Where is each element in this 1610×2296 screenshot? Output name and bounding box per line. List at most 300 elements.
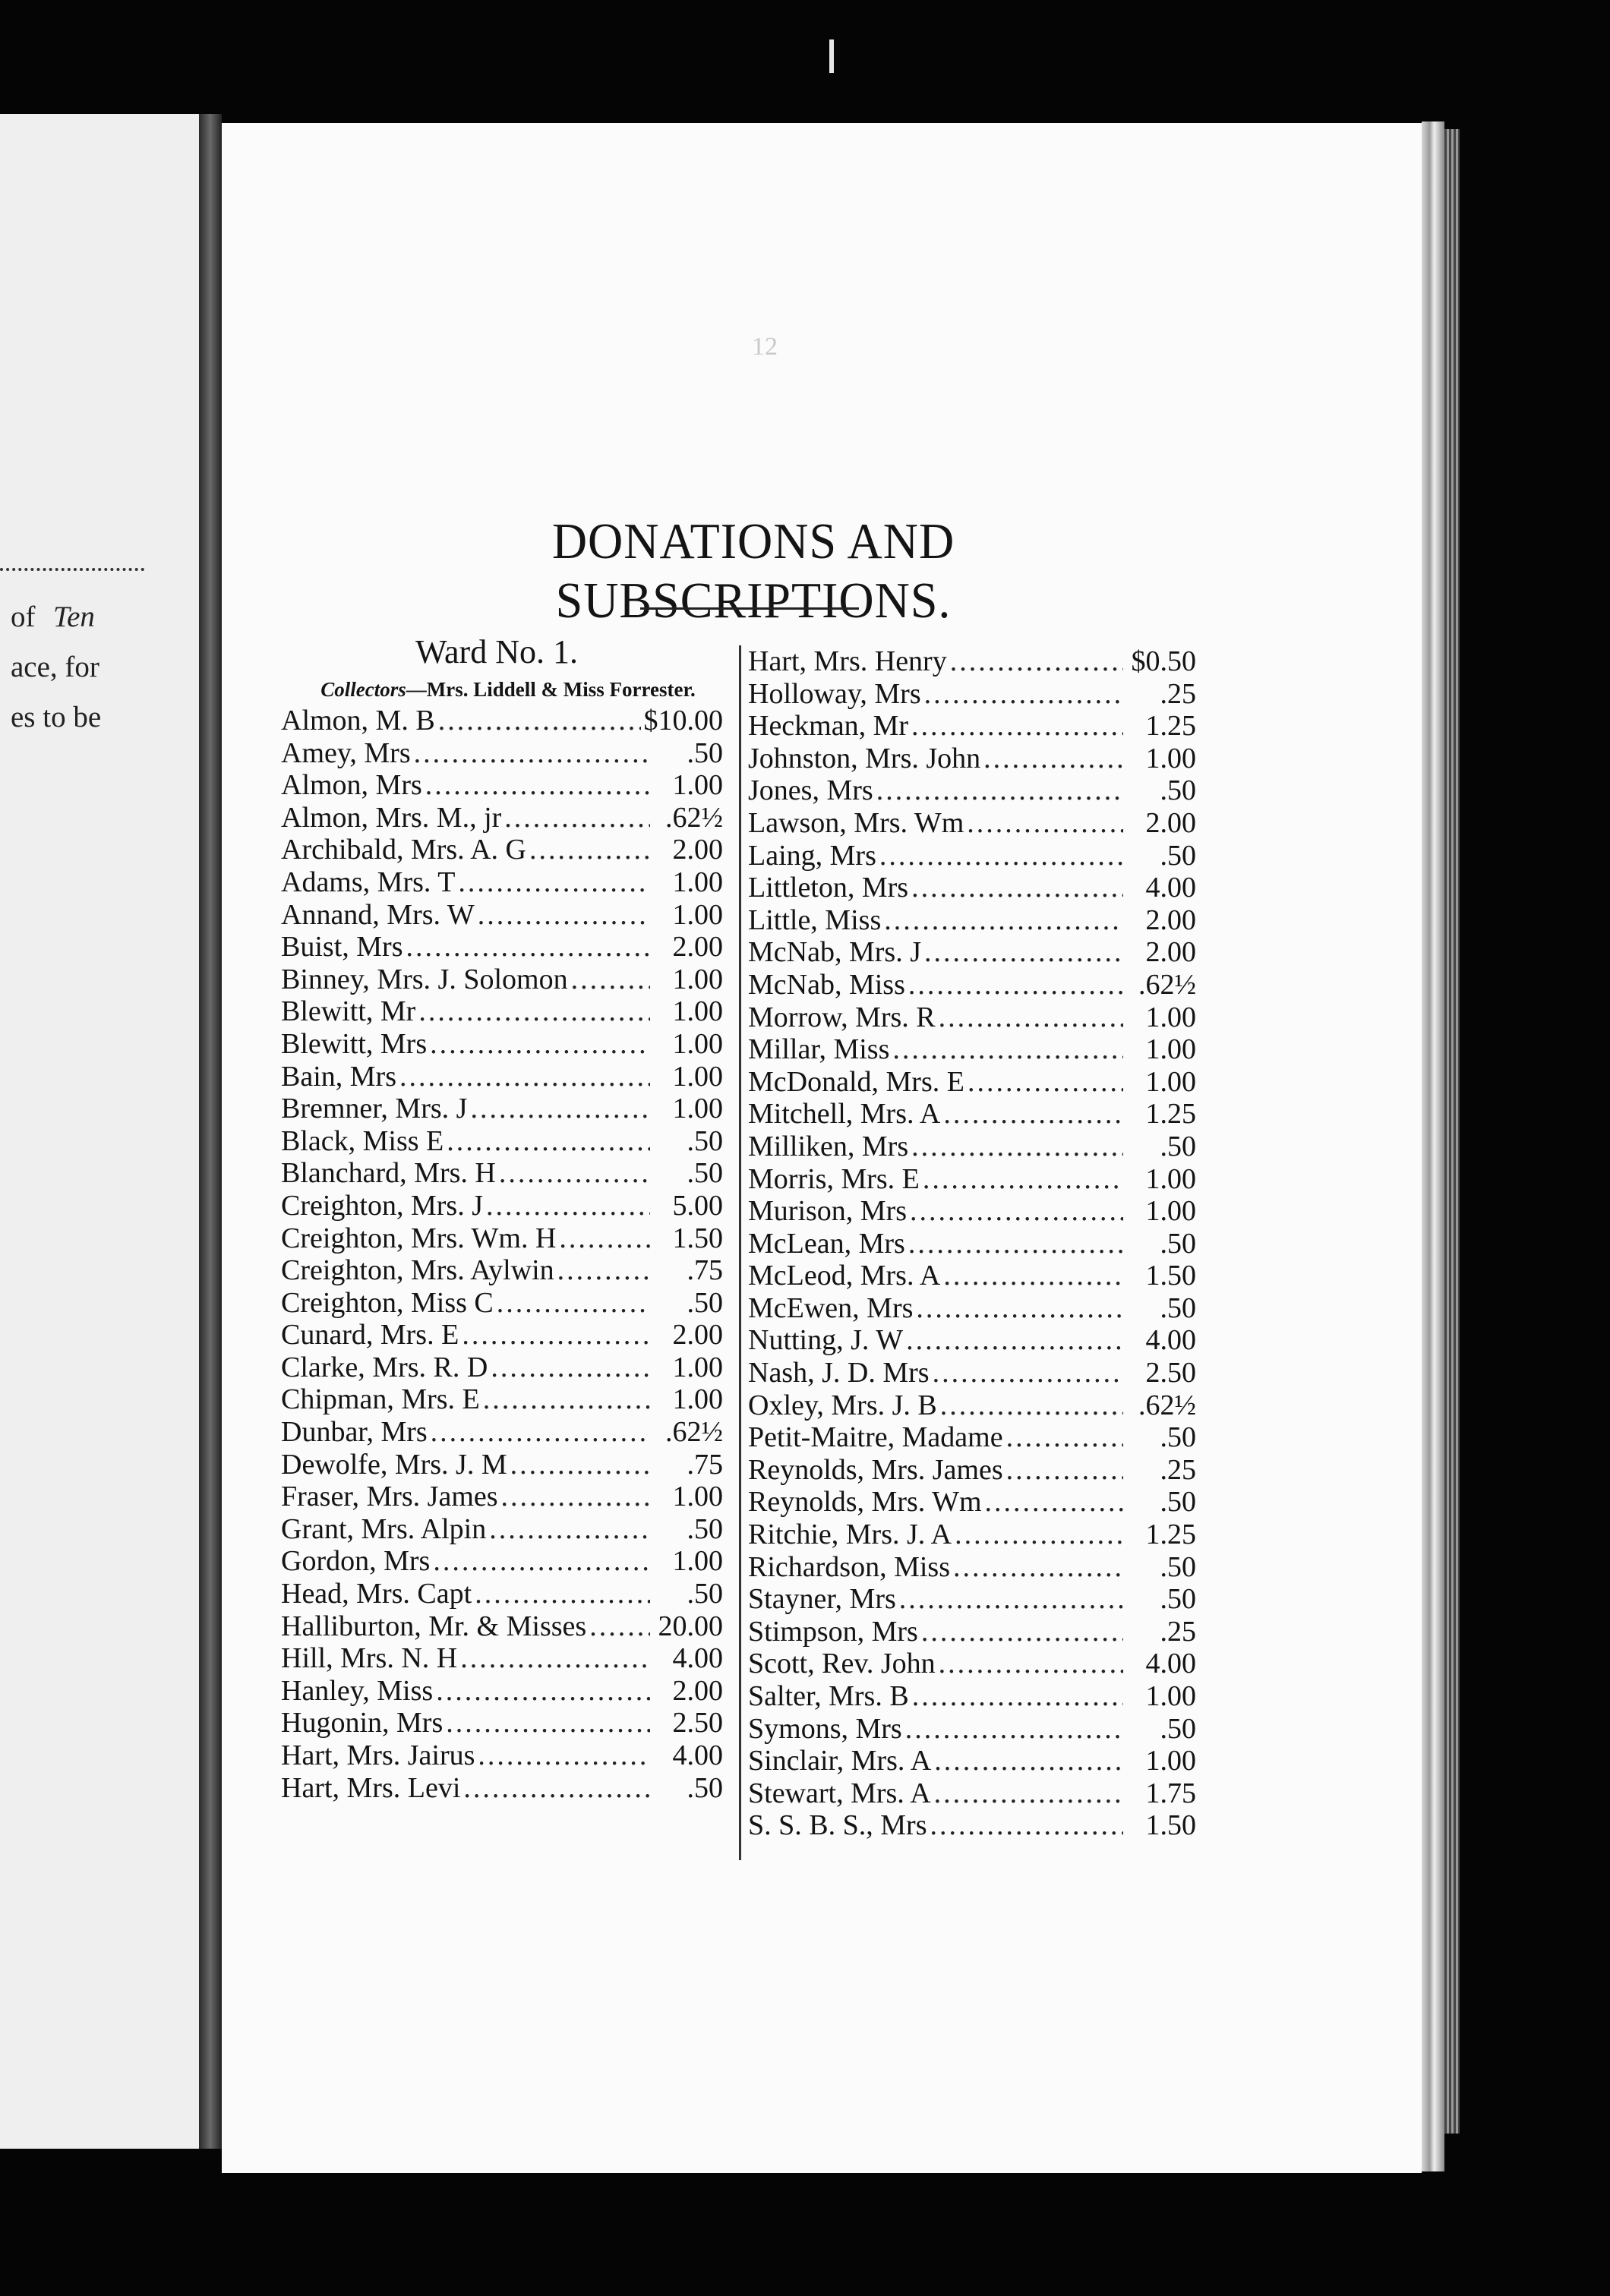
left-page-fragment: ace, for [11, 651, 99, 683]
donor-entry [748, 678, 1196, 711]
dot-leader [943, 1098, 1123, 1131]
donor-name: Blewitt, Mrs [281, 1027, 428, 1060]
donor-entry [748, 1745, 1196, 1777]
donor-entry [281, 1351, 723, 1384]
donor-name: Almon, Mrs [281, 769, 422, 802]
donation-amount: 2.00 [1145, 806, 1196, 839]
page-edge [1422, 121, 1444, 2171]
donor-entry [281, 737, 723, 770]
donation-amount: .50 [687, 1124, 723, 1157]
donor-entry [281, 1254, 723, 1287]
donor-name: Reynolds, Mrs. Wm [748, 1486, 982, 1519]
donation-amount: 2.00 [672, 1319, 723, 1351]
donation-amount: 2.00 [1145, 904, 1196, 936]
dot-leader [940, 1389, 1123, 1422]
dot-leader [955, 1519, 1123, 1551]
donor-entry [748, 1648, 1196, 1680]
donor-entry [281, 1222, 723, 1255]
donor-name: Holloway, Mrs [748, 677, 921, 710]
donor-entry [748, 1001, 1196, 1034]
page-number: 12 [752, 333, 778, 361]
donation-amount: 1.25 [1145, 710, 1196, 743]
donor-entry [748, 1033, 1196, 1066]
donor-name: Littleton, Mrs [748, 872, 909, 904]
donor-name: Bremner, Mrs. J [281, 1093, 468, 1125]
dot-leader [908, 969, 1123, 1001]
donation-amount: .50 [1160, 774, 1196, 807]
donor-name: Oxley, Mrs. J. B [748, 1389, 937, 1421]
dot-leader [985, 1486, 1123, 1519]
donor-name: Grant, Mrs. Alpin [281, 1512, 487, 1545]
dot-leader [916, 1292, 1123, 1325]
donor-entry [281, 995, 723, 1028]
donor-entry [748, 1486, 1196, 1519]
donor-name: Dunbar, Mrs [281, 1416, 428, 1449]
donor-name: McDonald, Mrs. E [748, 1065, 964, 1098]
dot-leader [899, 1583, 1123, 1616]
donor-name: Binney, Mrs. J. Solomon [281, 963, 568, 995]
dot-leader [589, 1610, 650, 1643]
dot-leader [876, 774, 1123, 807]
donor-name: Morris, Mrs. E [748, 1162, 920, 1195]
donor-name: Murison, Mrs [748, 1195, 908, 1228]
dot-leader [529, 834, 650, 866]
donation-amount: 1.00 [672, 1027, 723, 1060]
donation-amount: .75 [687, 1254, 723, 1287]
dot-leader [911, 1131, 1123, 1163]
donation-amount: 2.00 [672, 931, 723, 964]
donor-entry [281, 1319, 723, 1351]
donor-entry [748, 1066, 1196, 1099]
donation-amount: 4.00 [672, 1642, 723, 1675]
donor-entry [748, 1519, 1196, 1551]
donor-entry [748, 1195, 1196, 1228]
donor-name: Symons, Mrs [748, 1712, 902, 1745]
dot-leader [510, 1449, 650, 1481]
dot-leader [921, 1616, 1123, 1648]
dot-leader [491, 1351, 650, 1384]
donation-amount: 2.00 [1145, 936, 1196, 969]
donation-amount: 1.25 [1145, 1098, 1196, 1131]
donation-amount: 1.50 [1145, 1260, 1196, 1292]
donor-name: Petit-Maitre, Madame [748, 1421, 1003, 1454]
donation-amount: 4.00 [672, 1739, 723, 1771]
dot-leader [463, 1772, 650, 1805]
donor-entry [748, 1098, 1196, 1131]
donor-entry [281, 1190, 723, 1222]
dot-leader [967, 807, 1123, 840]
donor-name: McLeod, Mrs. A [748, 1260, 941, 1292]
dotted-rule [0, 568, 144, 571]
donor-name: Adams, Mrs. T [281, 866, 456, 898]
donation-amount: .50 [687, 1286, 723, 1319]
dot-leader [910, 1195, 1123, 1228]
donation-amount: .50 [1160, 1486, 1196, 1519]
dot-leader [953, 1551, 1123, 1584]
donor-entry [748, 1421, 1196, 1454]
donor-entry [281, 1610, 723, 1643]
donation-amount: 1.00 [1145, 1195, 1196, 1228]
dot-leader [939, 1648, 1123, 1680]
dot-leader [430, 1028, 650, 1061]
dot-leader [499, 1157, 650, 1190]
donation-amount: 1.00 [1145, 1001, 1196, 1033]
donation-amount: .50 [687, 1578, 723, 1610]
donor-name: Creighton, Mrs. J [281, 1189, 483, 1222]
dot-leader [908, 1228, 1123, 1260]
dot-leader [470, 1093, 650, 1125]
dot-leader [884, 904, 1123, 937]
donor-entry [281, 1449, 723, 1481]
donor-name: Gordon, Mrs [281, 1545, 431, 1578]
dot-leader [950, 645, 1123, 678]
donor-entry [281, 1772, 723, 1805]
dot-leader [414, 737, 650, 770]
donor-name: Salter, Mrs. B [748, 1680, 909, 1712]
donation-amount: 1.00 [1145, 1065, 1196, 1098]
donor-name: Ritchie, Mrs. J. A [748, 1519, 952, 1551]
donation-amount: 2.50 [672, 1707, 723, 1739]
dot-leader [934, 1745, 1123, 1777]
dot-leader [968, 1066, 1123, 1099]
dot-leader [557, 1254, 650, 1287]
dot-leader [906, 1324, 1123, 1357]
donor-name: Stimpson, Mrs [748, 1615, 918, 1648]
donation-amount: 1.25 [1145, 1519, 1196, 1551]
donor-list-left [270, 705, 723, 1804]
donor-entry [281, 1028, 723, 1061]
donation-amount: 1.00 [1145, 1162, 1196, 1195]
left-facing-page [0, 114, 199, 2149]
left-page-fragment: es to be [11, 701, 102, 733]
donor-name: Almon, Mrs. M., jr [281, 801, 502, 834]
donation-amount: 1.00 [672, 1351, 723, 1383]
donor-entry [748, 1324, 1196, 1357]
donor-entry [281, 1739, 723, 1772]
donation-amount: .62½ [665, 801, 723, 834]
donation-amount: 1.50 [672, 1222, 723, 1254]
donor-entry [281, 931, 723, 964]
dot-leader [939, 1001, 1123, 1034]
donor-name: Scott, Rev. John [748, 1648, 936, 1680]
donor-name: Blanchard, Mrs. H [281, 1157, 496, 1190]
donation-amount: 1.00 [1145, 1033, 1196, 1066]
donor-entry [748, 1131, 1196, 1163]
donor-entry [281, 1675, 723, 1708]
dot-leader [911, 872, 1123, 904]
donor-name: McNab, Miss [748, 968, 905, 1001]
donor-entry [281, 1707, 723, 1739]
donation-amount: $10.00 [643, 705, 723, 736]
page-stack-edge [1444, 129, 1460, 2134]
donation-amount: 1.00 [672, 1545, 723, 1578]
donor-name: Richardson, Miss [748, 1550, 950, 1583]
donor-entry [281, 964, 723, 996]
donor-entry [281, 802, 723, 834]
donor-name: McNab, Mrs. J [748, 936, 921, 969]
donor-name: Creighton, Mrs. Aylwin [281, 1254, 554, 1287]
donation-amount: 4.00 [1145, 1648, 1196, 1680]
donor-entry [748, 1260, 1196, 1292]
donor-name: Nash, J. D. Mrs [748, 1357, 930, 1389]
donation-amount: .50 [1160, 1550, 1196, 1583]
donor-name: Hill, Mrs. N. H [281, 1642, 458, 1675]
dot-leader [912, 1680, 1123, 1713]
donor-entry [281, 1545, 723, 1578]
donor-name: Nutting, J. W [748, 1324, 904, 1357]
dot-leader [460, 1642, 650, 1675]
dot-leader [433, 1545, 650, 1578]
donor-name: McLean, Mrs [748, 1227, 905, 1260]
donor-entry [748, 1551, 1196, 1584]
dot-leader [924, 678, 1123, 711]
dot-leader [501, 1481, 650, 1513]
donor-name: Bain, Mrs [281, 1060, 396, 1093]
dot-leader [475, 1578, 650, 1610]
donation-amount: .50 [1160, 1130, 1196, 1162]
donor-entry [748, 807, 1196, 840]
donor-entry [748, 1292, 1196, 1325]
donation-amount: 1.50 [1145, 1809, 1196, 1842]
donor-name: Stayner, Mrs [748, 1583, 896, 1616]
donor-name: Chipman, Mrs. E [281, 1383, 480, 1416]
collectors-line [293, 677, 723, 702]
donor-name: Fraser, Mrs. James [281, 1481, 498, 1513]
donation-amount: 1.00 [672, 1060, 723, 1093]
donation-amount: $0.50 [1131, 645, 1196, 677]
donor-entry [281, 705, 723, 737]
donation-amount: 20.00 [658, 1610, 723, 1642]
dot-leader [399, 1061, 650, 1093]
donor-name: Little, Miss [748, 904, 882, 936]
donor-name: Hart, Mrs. Jairus [281, 1739, 475, 1771]
donor-name: Lawson, Mrs. Wm [748, 806, 964, 839]
dot-leader [923, 1163, 1123, 1196]
donation-amount: 4.00 [1145, 1324, 1196, 1357]
donation-amount: 2.00 [672, 834, 723, 866]
dot-leader [462, 1319, 650, 1351]
title-rule [640, 607, 859, 610]
donor-entry [281, 1287, 723, 1320]
page-title: DONATIONS AND SUBSCRIPTIONS. [551, 512, 955, 629]
donor-name: Blewitt, Mr [281, 995, 416, 1028]
donor-list-right [748, 645, 1196, 1842]
donor-name: Millar, Miss [748, 1033, 890, 1066]
donor-name: Hugonin, Mrs [281, 1707, 444, 1739]
donation-amount: 2.00 [672, 1674, 723, 1707]
donor-name: Mitchell, Mrs. A [748, 1098, 941, 1131]
dot-leader [934, 1777, 1123, 1810]
donation-amount: 1.00 [672, 866, 723, 898]
donor-entry [748, 1163, 1196, 1196]
donor-name: Halliburton, Mr. & Misses [281, 1610, 587, 1642]
dot-leader [905, 1713, 1123, 1746]
donor-entry [281, 899, 723, 932]
donor-name: Hanley, Miss [281, 1674, 434, 1707]
left-page-fragment: Ten [53, 601, 95, 633]
donation-amount: .62½ [1138, 1389, 1196, 1421]
dot-leader [483, 1383, 650, 1416]
donor-entry [748, 1713, 1196, 1746]
donor-entry [748, 904, 1196, 937]
donor-name: McEwen, Mrs [748, 1292, 914, 1324]
book-gutter [199, 114, 222, 2149]
donor-entry [748, 645, 1196, 678]
dot-leader [446, 1707, 650, 1739]
dot-leader [933, 1357, 1123, 1389]
left-column [270, 626, 723, 1804]
donor-name: Cunard, Mrs. E [281, 1319, 459, 1351]
donor-entry [748, 1809, 1196, 1842]
dot-leader [489, 1513, 650, 1546]
donor-name: Hart, Mrs. Henry [748, 645, 947, 677]
donor-entry [748, 1454, 1196, 1487]
donation-amount: 1.00 [672, 769, 723, 802]
donor-name: Archibald, Mrs. A. G [281, 834, 526, 866]
donation-amount: .50 [687, 1512, 723, 1545]
donor-name: Laing, Mrs [748, 839, 876, 872]
dot-leader [892, 1033, 1123, 1066]
dot-leader [924, 936, 1123, 969]
dot-leader [879, 840, 1123, 872]
donation-amount: 1.75 [1145, 1777, 1196, 1809]
donor-name: Heckman, Mr [748, 710, 909, 743]
donor-name: Buist, Mrs [281, 931, 403, 964]
column-divider [739, 645, 741, 1860]
donor-name: Johnston, Mrs. John [748, 742, 981, 774]
donor-name: Morrow, Mrs. R [748, 1001, 936, 1033]
donor-entry [748, 1680, 1196, 1713]
donation-amount: .50 [1160, 839, 1196, 872]
donation-amount: 1.00 [1145, 742, 1196, 774]
donation-amount: .50 [687, 736, 723, 769]
donor-entry [281, 1093, 723, 1125]
dot-leader [418, 995, 650, 1028]
donor-entry [748, 1228, 1196, 1260]
right-column [748, 645, 1196, 1842]
donor-name: Amey, Mrs [281, 736, 411, 769]
donation-amount: 1.00 [1145, 1680, 1196, 1712]
donation-amount: .62½ [665, 1416, 723, 1449]
donor-name: Clarke, Mrs. R. D [281, 1351, 488, 1383]
donation-amount: 2.50 [1145, 1357, 1196, 1389]
donation-amount: .25 [1160, 1615, 1196, 1648]
dot-leader [983, 743, 1123, 775]
donor-entry [281, 866, 723, 899]
donor-entry [748, 710, 1196, 743]
donation-amount: .50 [1160, 1583, 1196, 1616]
donation-amount: 1.00 [672, 1481, 723, 1513]
donor-entry [281, 1416, 723, 1449]
donor-entry [281, 1578, 723, 1610]
donor-entry [281, 1125, 723, 1158]
donation-amount: 1.00 [672, 1383, 723, 1416]
dot-leader [943, 1260, 1123, 1292]
donor-entry [748, 969, 1196, 1001]
donation-amount: 1.00 [672, 995, 723, 1028]
donor-name: Reynolds, Mrs. James [748, 1453, 1003, 1486]
donation-amount: 1.00 [672, 963, 723, 995]
dot-leader [425, 769, 650, 802]
donor-name: Creighton, Miss C [281, 1286, 494, 1319]
donation-amount: 1.00 [672, 898, 723, 931]
donation-amount: 1.00 [672, 1093, 723, 1125]
dot-leader [497, 1287, 650, 1320]
donation-amount: .50 [1160, 1292, 1196, 1324]
donor-entry [748, 936, 1196, 969]
dot-leader [447, 1125, 650, 1158]
donor-name: Black, Miss E [281, 1124, 444, 1157]
donor-entry [281, 1157, 723, 1190]
donor-name: Creighton, Mrs. Wm. H [281, 1222, 557, 1254]
dot-leader [1006, 1454, 1123, 1487]
donor-entry [281, 1642, 723, 1675]
donor-entry [281, 769, 723, 802]
dot-leader [571, 964, 650, 996]
donor-name: Stewart, Mrs. A [748, 1777, 931, 1809]
dot-leader [436, 1675, 650, 1708]
donor-entry [748, 1357, 1196, 1389]
donor-name: Jones, Mrs [748, 774, 873, 807]
donation-amount: .25 [1160, 1453, 1196, 1486]
donor-entry [748, 1777, 1196, 1810]
donor-entry [748, 840, 1196, 872]
donor-name: Milliken, Mrs [748, 1130, 909, 1162]
donation-amount: 4.00 [1145, 872, 1196, 904]
scan-artifact-mark [829, 39, 834, 73]
donation-amount: .62½ [1138, 968, 1196, 1001]
dot-leader [431, 1416, 650, 1449]
donation-amount: .50 [687, 1157, 723, 1190]
donation-amount: .50 [1160, 1421, 1196, 1454]
dot-leader [438, 705, 641, 737]
donor-name: Dewolfe, Mrs. J. M [281, 1448, 507, 1481]
donor-entry [281, 1383, 723, 1416]
donor-entry [748, 774, 1196, 807]
donor-name: Head, Mrs. Capt [281, 1578, 472, 1610]
dot-leader [559, 1222, 650, 1255]
donor-name: Almon, M. B [281, 705, 435, 736]
donor-entry [281, 1513, 723, 1546]
donor-name: S. S. B. S., Mrs [748, 1809, 927, 1842]
dot-leader [930, 1809, 1123, 1842]
donation-amount: .25 [1160, 677, 1196, 710]
donor-entry [748, 1389, 1196, 1422]
donor-entry [281, 1061, 723, 1093]
donation-amount: 5.00 [672, 1189, 723, 1222]
donor-entry [748, 1616, 1196, 1648]
collectors-label: Collectors [320, 678, 406, 701]
donor-entry [748, 743, 1196, 775]
donor-name: Sinclair, Mrs. A [748, 1745, 932, 1777]
dot-leader [486, 1190, 650, 1222]
donation-amount: .50 [1160, 1712, 1196, 1745]
donor-entry [748, 1583, 1196, 1616]
dot-leader [1006, 1421, 1123, 1454]
dot-leader [911, 710, 1123, 743]
ward-heading: Ward No. 1. [415, 633, 578, 670]
donor-name: Hart, Mrs. Levi [281, 1771, 461, 1804]
donor-entry [281, 1481, 723, 1513]
donor-entry [281, 834, 723, 866]
left-page-fragment: of [11, 601, 36, 633]
donation-amount: .50 [1160, 1227, 1196, 1260]
dot-leader [478, 1739, 650, 1772]
dot-leader [406, 931, 650, 964]
donation-amount: .75 [687, 1448, 723, 1481]
donation-amount: .50 [687, 1771, 723, 1804]
collectors-names: —Mrs. Liddell & Miss Forrester. [406, 678, 696, 701]
